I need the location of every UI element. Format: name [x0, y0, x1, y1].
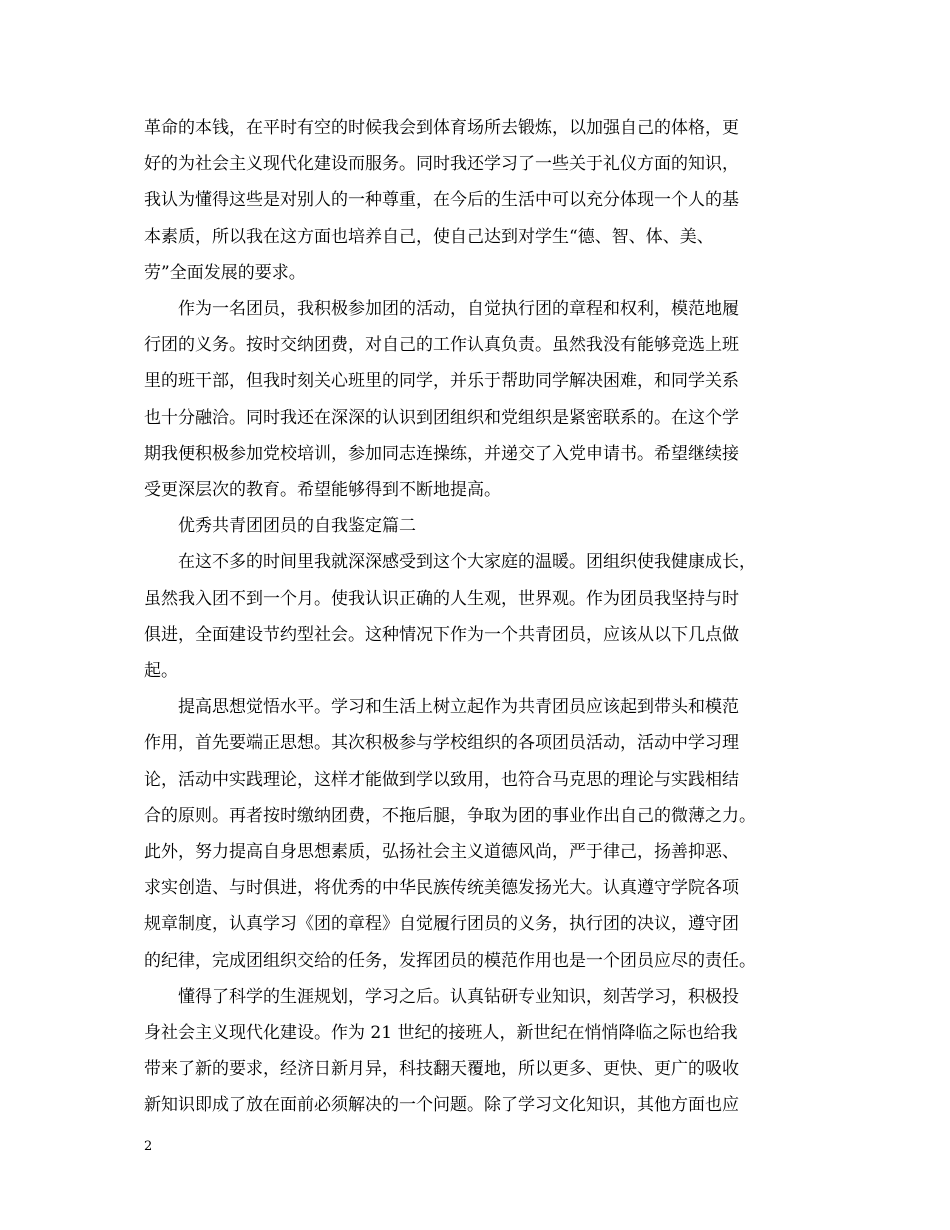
text-line — [0, 473, 950, 507]
text-line — [0, 799, 950, 833]
section-heading: 优秀共青团团员的自我鉴定篇二 — [178, 516, 416, 536]
text-line-content: 求实创造、与时俱进，将优秀的中华民族传统美德发扬光大。认真遵守学院各项 — [144, 878, 739, 898]
text-line — [0, 582, 950, 616]
text-line-content: 行团的义务。按时交纳团费，对自己的工作认真负责。虽然我没有能够竞选上班 — [144, 335, 739, 355]
text-line-content: 本素质，所以我在这方面也培养自己，使自己达到对学生“德、智、体、美、 — [144, 227, 714, 247]
text-line-content: 劳”全面发展的要求。 — [144, 263, 306, 283]
text-line — [0, 726, 950, 760]
text-line-content: 提高思想觉悟水平。学习和生活上树立起作为共青团员应该起到带头和模范 — [178, 697, 739, 717]
text-line-content: 规章制度，认真学习《团的章程》自觉履行团员的义务，执行团的决议，遵守团 — [144, 914, 739, 934]
text-line — [0, 871, 950, 905]
text-line-content: 论，活动中实践理论，这样才能做到学以致用，也符合马克思的理论与实践相结 — [144, 770, 739, 790]
text-line — [0, 907, 950, 941]
text-line — [0, 1088, 950, 1122]
text-line — [0, 654, 950, 688]
text-line — [0, 980, 950, 1014]
text-line-content: 作用，首先要端正思想。其次积极参与学校组织的各项团员活动，活动中学习理 — [144, 733, 739, 753]
text-line — [0, 545, 950, 579]
text-line-content: 虽然我入团不到一个月。使我认识正确的人生观，世界观。作为团员我坚持与时 — [144, 589, 739, 609]
text-line-content: 我认为懂得这些是对别人的一种尊重，在今后的生活中可以充分体现一个人的基 — [144, 190, 739, 210]
text-line-content: 身社会主义现代化建设。作为 21 世纪的接班人，新世纪在悄悄降临之际也给我 — [144, 1023, 738, 1043]
text-line — [0, 401, 950, 435]
text-line-content: 在这不多的时间里我就深深感受到这个大家庭的温暖。团组织使我健康成长， — [178, 552, 756, 572]
text-line — [0, 690, 950, 724]
text-line — [0, 147, 950, 181]
text-line — [0, 220, 950, 254]
text-line — [0, 364, 950, 398]
text-line — [0, 328, 950, 362]
text-line-content: 带来了新的要求，经济日新月异，科技翻天覆地，所以更多、更快、更广的吸收 — [144, 1059, 739, 1079]
text-line — [0, 509, 950, 543]
text-line — [0, 1052, 950, 1086]
text-line-content: 俱进，全面建设节约型社会。这种情况下作为一个共青团员，应该从以下几点做 — [144, 625, 739, 645]
text-line-content: 的纪律，完成团组织交给的任务，发挥团员的模范作用也是一个团员应尽的责任。 — [144, 951, 756, 971]
text-line — [0, 618, 950, 652]
text-line-content: 革命的本钱，在平时有空的时候我会到体育场所去锻炼，以加强自己的体格，更 — [144, 118, 739, 138]
text-line — [0, 944, 950, 978]
text-line-content: 好的为社会主义现代化建设而服务。同时我还学习了一些关于礼仪方面的知识， — [144, 154, 739, 174]
text-line — [0, 835, 950, 869]
text-line-content: 也十分融洽。同时我还在深深的认识到团组织和党组织是紧密联系的。在这个学 — [144, 408, 739, 428]
text-line — [0, 437, 950, 471]
text-line-content: 期我便积极参加党校培训，参加同志连操练，并递交了入党申请书。希望继续接 — [144, 444, 739, 464]
text-line — [0, 111, 950, 145]
text-line — [0, 1016, 950, 1050]
text-line — [0, 256, 950, 290]
text-line — [0, 292, 950, 326]
text-line — [0, 763, 950, 797]
text-line-content: 懂得了科学的生涯规划，学习之后。认真钻研专业知识，刻苦学习，积极投 — [178, 987, 739, 1007]
text-line-content: 合的原则。再者按时缴纳团费，不拖后腿，争取为团的事业作出自己的微薄之力。 — [144, 806, 756, 826]
text-line-content: 此外，努力提高自身思想素质，弘扬社会主义道德风尚，严于律己，扬善抑恶、 — [144, 842, 739, 862]
text-line-content: 作为一名团员，我积极参加团的活动，自觉执行团的章程和权利，模范地履 — [178, 299, 739, 319]
text-line-content: 起。 — [144, 661, 178, 681]
text-line-content: 受更深层次的教育。希望能够得到不断地提高。 — [144, 480, 501, 500]
text-line-content: 里的班干部，但我时刻关心班里的同学，并乐于帮助同学解决困难，和同学关系 — [144, 371, 739, 391]
text-line — [0, 183, 950, 217]
page-number: 2 — [144, 1139, 153, 1154]
text-line-content: 新知识即成了放在面前必须解决的一个问题。除了学习文化知识，其他方面也应 — [144, 1095, 739, 1115]
